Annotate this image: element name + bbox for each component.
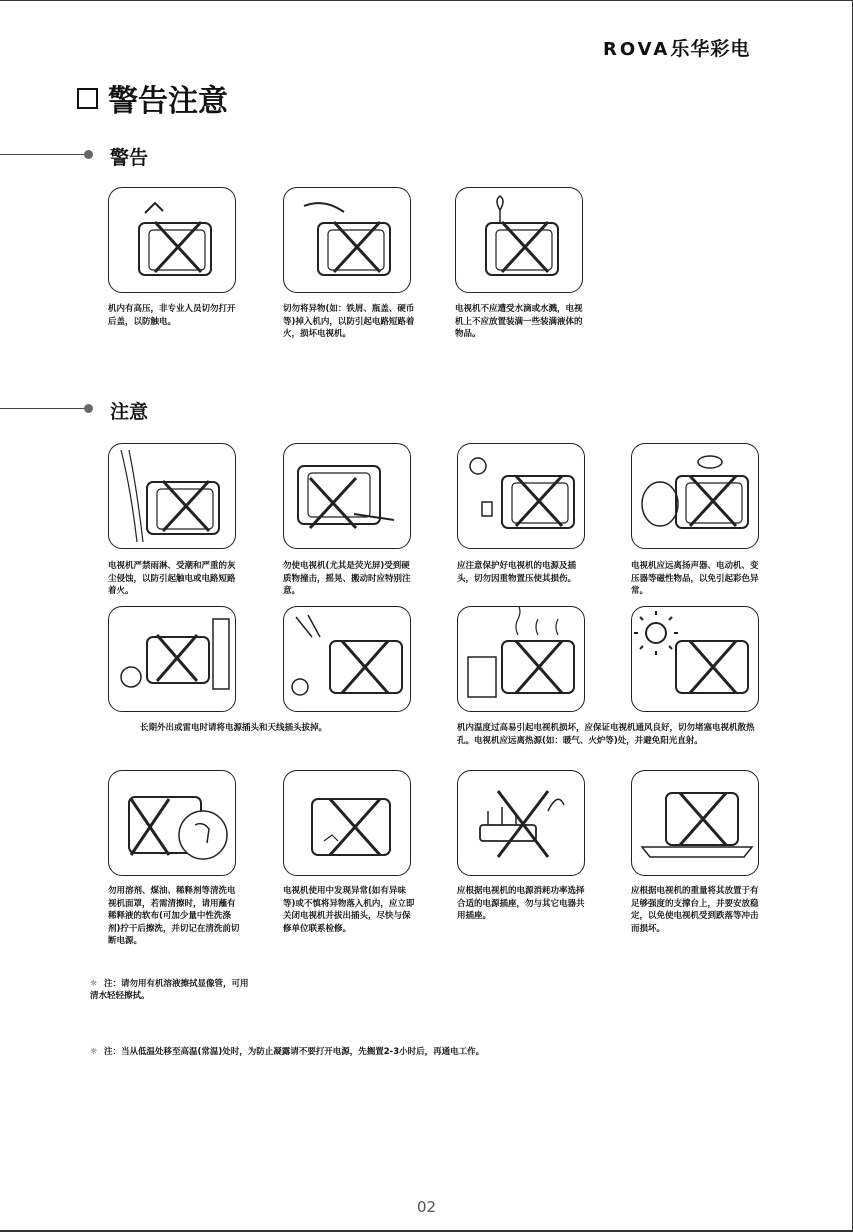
section-title-caution: 注意 — [110, 401, 149, 423]
caution-caption-2: 勿使电视机(尤其是荧光屏)受到硬质物撞击，摇晃、搬动时应特别注意。 — [283, 561, 411, 596]
illustration-card — [631, 770, 759, 876]
page-number: 02 — [416, 1198, 437, 1216]
illustration-card — [108, 770, 236, 876]
frame-top — [0, 0, 853, 1]
illustration-card — [457, 770, 585, 876]
note-condensation — [90, 1046, 770, 1058]
tv-prohibited-icon — [632, 444, 757, 547]
warning-caption-2: 切勿将异物(如：铁屑、瓶盖、硬币等)掉入机内，以防引起电路短路着火，损坏电视机。 — [283, 304, 415, 339]
tv-prohibited-icon — [284, 607, 409, 710]
illustration-card — [283, 443, 411, 549]
section-line-warning — [0, 154, 84, 155]
tv-prohibited-icon — [284, 444, 409, 547]
illustration-card — [457, 443, 585, 549]
tv-prohibited-icon — [458, 444, 583, 547]
tv-prohibited-icon — [632, 607, 757, 710]
sun-note-icon: ☼ — [90, 1047, 98, 1057]
caution-caption-1: 电视机严禁雨淋、受潮和严重的灰尘侵蚀，以防引起触电或电路短路着火。 — [108, 561, 236, 596]
note-condensation-text: 注：当从低温处移至高温(常温)处时，为防止凝露请不要打开电源，先搁置2-3小时后，再通电工作。 — [104, 1047, 485, 1057]
illustration-card — [283, 606, 411, 712]
caution-caption-4: 电视机应远离扬声器、电动机、变压器等磁性物品，以免引起彩色异常。 — [631, 561, 759, 596]
tv-prohibited-icon — [458, 607, 583, 710]
illustration-card — [108, 187, 236, 293]
section-bullet-warning — [84, 150, 93, 159]
note-solvent-text: 注：请勿用有机溶液擦拭显像管，可用清水轻轻擦拭。 — [90, 979, 249, 1001]
illustration-card — [455, 187, 583, 293]
sun-note-icon: ☼ — [90, 979, 98, 989]
illustration-card — [631, 606, 759, 712]
illustration-card — [108, 443, 236, 549]
illustration-card — [283, 187, 411, 293]
power-strip-prohibited-icon — [458, 771, 583, 874]
page-title: 警告注意 — [108, 84, 228, 119]
caution-caption-3: 应注意保护好电视机的电源及插头，切勿因重物置压使其损伤。 — [457, 561, 577, 584]
section-bullet-caution — [84, 404, 93, 413]
logo-latin: ROVA — [603, 39, 671, 60]
illustration-card — [631, 443, 759, 549]
caution-caption-abnormal: 电视机使用中发现异常(如有异味等)或不慎将异物落入机内，应立即关闭电视机并拔出插头，尽快与保修单位联系检修。 — [283, 886, 415, 934]
caution-caption-unplug: 长期外出或雷电时请将电源插头和天线插头拔掉。 — [140, 723, 328, 733]
note-solvent — [90, 978, 250, 1002]
section-line-caution — [0, 408, 84, 409]
caution-caption-cleaning: 勿用溶剂、煤油、稀释剂等清洗电视机面罩，若需清擦时，请用蘸有稀释液的软布(可加少量中性洗涤剂)拧干后擦洗，并切记在清洗前切断电源。 — [108, 886, 240, 946]
illustration-card — [108, 606, 236, 712]
illustration-card — [457, 606, 585, 712]
warning-caption-3: 电视机不应遭受水滴或水溅，电视机上不应放置装满一些装满液体的物品。 — [455, 304, 583, 339]
warning-caption-1: 机内有高压，非专业人员切勿打开后盖，以防触电。 — [108, 304, 236, 327]
caution-caption-ventilation: 机内温度过高易引起电视机损坏，应保证电视机通风良好，切勿堵塞电视机散热孔。电视机应远离热源(如：暖气、火炉等)处，并避免阳光直射。 — [457, 723, 755, 746]
logo-cjk: 乐华彩电 — [670, 38, 751, 60]
tv-prohibited-icon — [284, 771, 409, 874]
tv-prohibited-icon — [109, 771, 234, 874]
section-title-warning: 警告 — [110, 147, 149, 169]
brand-logo — [603, 34, 750, 61]
tv-prohibited-icon — [632, 771, 757, 874]
tv-prohibited-icon — [109, 444, 234, 547]
title-checkbox-icon — [77, 88, 98, 109]
caution-caption-socket: 应根据电视机的电源消耗功率选择合适的电源插座，勿与其它电器共用插座。 — [457, 886, 585, 921]
tv-prohibited-icon — [284, 188, 409, 291]
caution-caption-stand: 应根据电视机的重量将其放置于有足够强度的支撑台上，并要安放稳定，以免使电视机受到跌落等冲击而损坏。 — [631, 886, 759, 934]
tv-prohibited-icon — [109, 188, 234, 291]
illustration-card — [283, 770, 411, 876]
tv-prohibited-icon — [456, 188, 581, 291]
tv-prohibited-icon — [109, 607, 234, 710]
